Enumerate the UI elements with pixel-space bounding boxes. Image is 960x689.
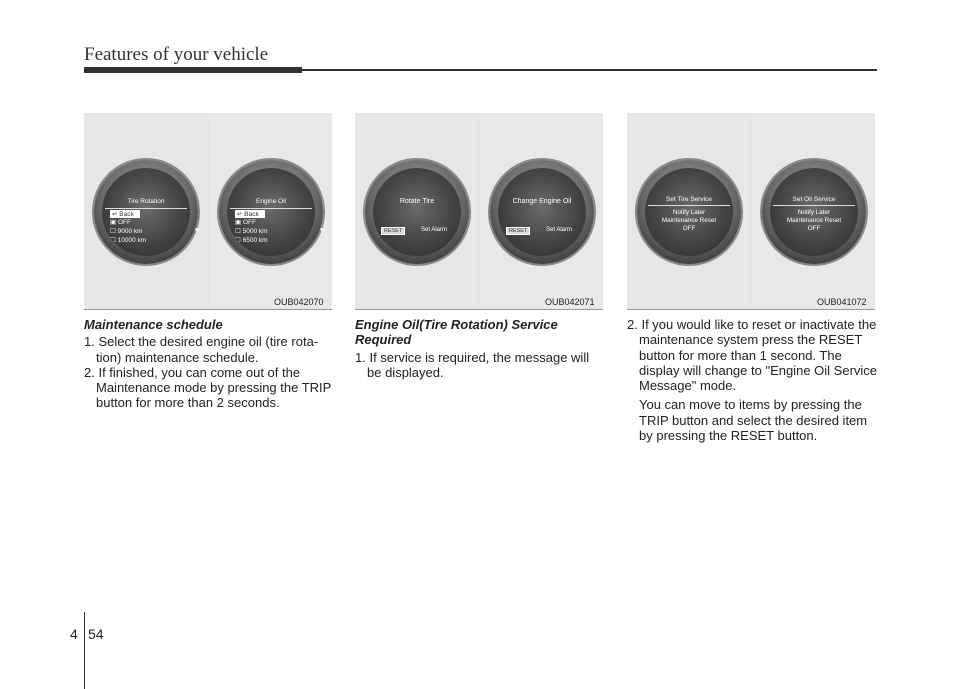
- column-service-required: [355, 317, 605, 380]
- footer-divider: [84, 612, 85, 689]
- gauge-back-option: ↵ Back: [110, 210, 140, 218]
- gauge-option: ▣ OFF: [235, 219, 256, 226]
- step-item: 1. Select the desired engine oil (tire rota- tion) maintenance schedule.: [84, 334, 319, 365]
- paragraph: You can move to items by pressing the TRIP button and select the desired item by pressing the RESET button.: [639, 397, 868, 444]
- gauge-title: Change Engine Oil: [512, 198, 572, 205]
- section-heading: Engine Oil(Tire Rotation) Service Required: [355, 317, 558, 348]
- gauge-line: Notify Later: [672, 209, 706, 216]
- gauge-option: ☐ 5000 km: [235, 228, 268, 235]
- gauge-option: ☐ 9000 km: [110, 228, 143, 235]
- gauge-line: Maintenance Reset: [661, 217, 717, 224]
- gauge-option: ☐ 10000 km: [110, 237, 147, 244]
- section-heading: Maintenance schedule: [84, 317, 223, 332]
- figure-service-required: [355, 113, 603, 309]
- heart-icon: ♥: [194, 227, 199, 234]
- alarm-label: Set Alarm: [421, 227, 448, 233]
- gauge-rotate-tire: [355, 113, 478, 309]
- column-reset-instructions: [627, 317, 877, 443]
- gauge-engine-oil: [209, 113, 332, 309]
- reset-label: RESET: [506, 227, 530, 235]
- figure-set-service: [627, 113, 875, 309]
- gauge-change-engine-oil: [480, 113, 603, 309]
- gauge-title: Tire Rotation: [127, 198, 165, 205]
- step-item: 2. If finished, you can come out of the Maintenance mode by pressing the TRIP button for more than 2 seconds.: [84, 364, 332, 411]
- figure-code: OUB041072: [817, 297, 867, 307]
- step-item: 2. If you would like to reset or inactivate the maintenance system press the RESET button for more than 1 second. The display will change to "Engine Oil Service Message" mode.: [627, 317, 878, 394]
- gauge-option: ▣ OFF: [110, 219, 131, 226]
- figure-code: OUB042071: [545, 297, 595, 307]
- gauge-title: Rotate Tire: [399, 198, 435, 205]
- page-number: 54: [88, 626, 104, 642]
- gauge-title: Engine Oil: [256, 198, 286, 205]
- gauge-set-tire-service: [627, 113, 750, 309]
- figure-code: OUB042070: [274, 297, 324, 307]
- heart-icon: ♥: [319, 227, 324, 234]
- gauge-title: Set Tire Service: [666, 196, 712, 203]
- gauge-set-oil-service: [752, 113, 875, 309]
- gauge-option: ☐ 6500 km: [235, 237, 268, 244]
- gauge-tire-rotation: [84, 113, 207, 309]
- header-bar: [84, 67, 302, 73]
- page-header-title: Features of your vehicle: [84, 44, 269, 65]
- gauge-line: OFF: [807, 225, 821, 232]
- gauge-line: Notify Later: [797, 209, 831, 216]
- section-number: 4: [70, 626, 78, 642]
- gauge-line: Maintenance Reset: [786, 217, 842, 224]
- gauge-title: Set Oil Service: [792, 196, 836, 203]
- step-item: 1. If service is required, the message will be displayed.: [355, 349, 590, 380]
- alarm-label: Set Alarm: [546, 227, 573, 233]
- gauge-back-option: ↵ Back: [235, 210, 265, 218]
- figure-maintenance-schedule: [84, 113, 332, 309]
- column-maintenance-schedule: [84, 317, 332, 411]
- reset-label: RESET: [381, 227, 405, 235]
- gauge-line: OFF: [682, 225, 696, 232]
- header-rule: [302, 69, 877, 71]
